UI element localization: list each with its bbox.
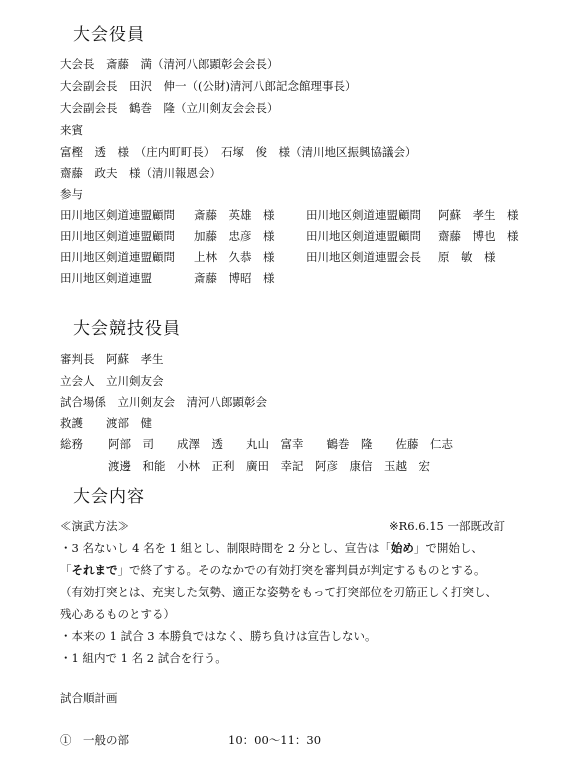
advisor-title: 田川地区剣道連盟 [60, 271, 152, 285]
rule-line: ・本来の 1 試合 3 本勝負ではなく、勝ち負けは宣告しない。 [60, 629, 377, 643]
general-affairs-label: 総務 [60, 437, 83, 451]
advisor-name: 原 敏 様 [438, 250, 496, 264]
advisor-title: 田川地区剣道連盟顧問 [306, 229, 421, 243]
advisor-title: 田川地区剣道連盟顧問 [60, 250, 175, 264]
officials-line: 大会副会長 田沢 伸一（(公財)清河八郎記念館理事長） [60, 79, 357, 93]
advisor-name: 上林 久恭 様 [194, 250, 275, 264]
content-heading: 大会内容 [73, 487, 145, 507]
officials-line: 大会副会長 鶴巻 隆（立川剣友会会長） [60, 101, 279, 115]
method-label: ≪演武方法≫ [60, 519, 129, 533]
technical-line: 試合場係 立川剣友会 清河八郎顕彰会 [60, 395, 267, 409]
advisor-name: 斎藤 博昭 様 [194, 271, 275, 285]
rule-emphasis: 始め [390, 541, 414, 555]
rule-emphasis: それまで [71, 563, 118, 577]
rule-text: ・3 名ないし 4 名を 1 組とし、制限時間を 2 分とし、宣告は「 [60, 541, 391, 555]
officials-line: 富樫 透 様 （庄内町町長） 石塚 俊 様（清川地区振興協議会） [60, 145, 417, 159]
advisor-title: 田川地区剣道連盟顧問 [60, 208, 175, 222]
schedule-label: 試合順計画 [60, 691, 118, 705]
general-affairs-row: 渡邊 和能 小林 正利 廣田 幸記 阿彦 康信 玉越 宏 [108, 459, 430, 473]
technical-line: 立会人 立川剣友会 [60, 374, 164, 388]
rule-line: ・1 組内で 1 名 2 試合を行う。 [60, 651, 227, 665]
officials-line: 大会長 斎藤 満（清河八郎顕彰会会長） [60, 57, 279, 71]
advisor-title: 田川地区剣道連盟顧問 [60, 229, 175, 243]
advisor-name: 斎藤 英雄 様 [194, 208, 275, 222]
advisor-title: 田川地区剣道連盟顧問 [306, 208, 421, 222]
general-affairs-row: 阿部 司 成澤 透 丸山 富幸 鶴巻 隆 佐藤 仁志 [108, 437, 453, 451]
rule-line: （有効打突とは、充実した気勢、適正な姿勢をもって打突部位を刃筋正しく打突し、 [60, 585, 497, 599]
advisor-name: 加藤 忠彦 様 [194, 229, 275, 243]
technical-line: 救護 渡部 健 [60, 416, 152, 430]
technical-line: 審判長 阿蘇 孝生 [60, 352, 164, 366]
officials-line: 参与 [60, 187, 83, 201]
rule-text: 」で終了する。そのなかでの有効打突を審判員が判定するものとする。 [117, 563, 486, 577]
rule-text: 」で開始し、 [413, 541, 483, 555]
officials-line: 齋藤 政夫 様（清川報恩会） [60, 166, 221, 180]
schedule-time: 10：00～11：30 [228, 733, 322, 747]
officials-heading: 大会役員 [73, 25, 145, 45]
technical-heading: 大会競技役員 [73, 319, 181, 339]
revision-note: ※R6.6.15 一部既改訂 [389, 519, 506, 533]
rule-line [60, 560, 486, 580]
rule-line: 残心あるものとする） [60, 607, 175, 621]
officials-line: 来賓 [60, 123, 83, 137]
advisor-title: 田川地区剣道連盟会長 [306, 250, 421, 264]
schedule-item: ① 一般の部 [60, 733, 129, 747]
rule-line [60, 538, 483, 558]
rule-text: 「 [60, 563, 72, 577]
advisor-name: 齋藤 博也 様 [438, 229, 519, 243]
advisor-name: 阿蘇 孝生 様 [438, 208, 519, 222]
